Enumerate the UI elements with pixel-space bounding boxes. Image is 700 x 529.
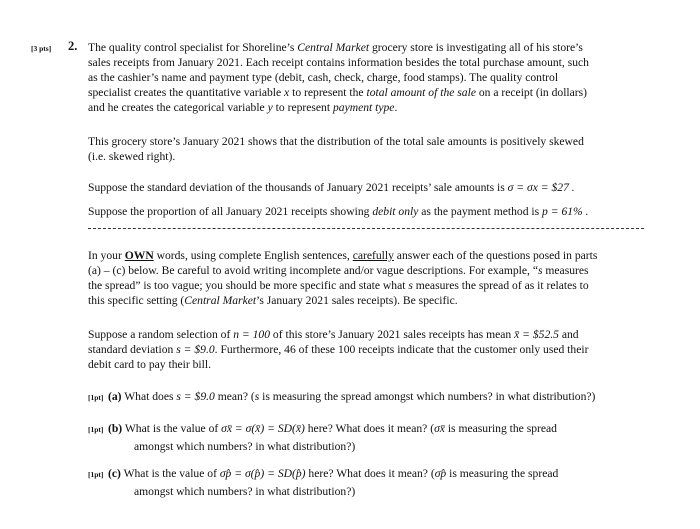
sample-line-2: standard deviation s = $9.0. Furthermore, 46 of these 100 receipts indicate that the customer only used their bbox=[88, 343, 589, 356]
part-a-points: [1pt] bbox=[88, 393, 104, 402]
sample-line-3: debit card to pay their bill. bbox=[88, 358, 211, 371]
part-c-question-line-2: amongst which numbers? in what distribution?) bbox=[134, 485, 356, 498]
sd-formula: σ = σx = $27 . bbox=[507, 181, 575, 194]
skew-line-1: This grocery store’s January 2021 shows that the distribution of the total sale amounts is positively skewed bbox=[88, 135, 584, 148]
part-b-question-line-2: amongst which numbers? in what distribution?) bbox=[134, 440, 356, 453]
points-label: [3 pts] bbox=[31, 44, 52, 53]
skew-line-2: (i.e. skewed right). bbox=[88, 150, 176, 163]
proportion-statement: Suppose the proportion of all January 2021 receipts showing debit only as the payment method is p = 61% . bbox=[88, 205, 589, 218]
part-c-question-line-1: (c) What is the value of σp̂ = σ(p̂) = SD(p̂) here? What does it mean? (σp̂ is measuring the spread bbox=[108, 467, 559, 480]
sample-line-1: Suppose a random selection of n = 100 of this store’s January 2021 sales receipts has mean x̄ = $52.5 and bbox=[88, 328, 579, 341]
part-c-points: [1pt] bbox=[88, 470, 104, 479]
instructions-line-2: (a) – (c) below. Be careful to avoid writing incomplete and/or vague descriptions. For example, “s measures bbox=[88, 264, 589, 277]
question-number: 2. bbox=[68, 39, 78, 53]
part-b-question-line-1: (b) What is the value of σx̄ = σ(x̄) = SD(x̄) here? What does it mean? (σx̄ is measuring the spread bbox=[108, 422, 557, 435]
intro-line-2: sales receipts from January 2021. Each receipt contains information besides the total purchase amount, such bbox=[88, 56, 589, 69]
intro-line-3: as the cashier’s name and payment type (debit, cash, check, charge, food stamps). The quality control bbox=[88, 71, 559, 84]
instructions-line-3: the spread” is too vague; you should be more specific and state what s measures the spread of as it relates to bbox=[88, 279, 589, 292]
instructions-line-1: In your OWN words, using complete English sentences, carefully answer each of the questions posed in parts bbox=[88, 249, 598, 262]
part-a-question: (a) What does s = $9.0 mean? (s is measuring the spread amongst which numbers? in what distribution?) bbox=[108, 390, 596, 403]
sd-statement: Suppose the standard deviation of the thousands of January 2021 receipts’ sale amounts is σ = σx = $27 . bbox=[88, 181, 575, 194]
proportion-formula: p = 61% . bbox=[542, 205, 589, 218]
part-b-points: [1pt] bbox=[88, 425, 104, 434]
intro-line-4: specialist creates the quantitative variable x to represent the total amount of the sale on a receipt (in dollars) bbox=[88, 86, 588, 99]
intro-line-1: The quality control specialist for Shoreline’s Central Market grocery store is investigating all of his store’s bbox=[88, 41, 583, 54]
dashed-divider bbox=[88, 228, 644, 229]
instructions-line-4: this specific setting (Central Market’s January 2021 sales receipts). Be specific. bbox=[88, 294, 458, 307]
intro-line-5: and he creates the categorical variable y to represent payment type. bbox=[88, 101, 398, 114]
